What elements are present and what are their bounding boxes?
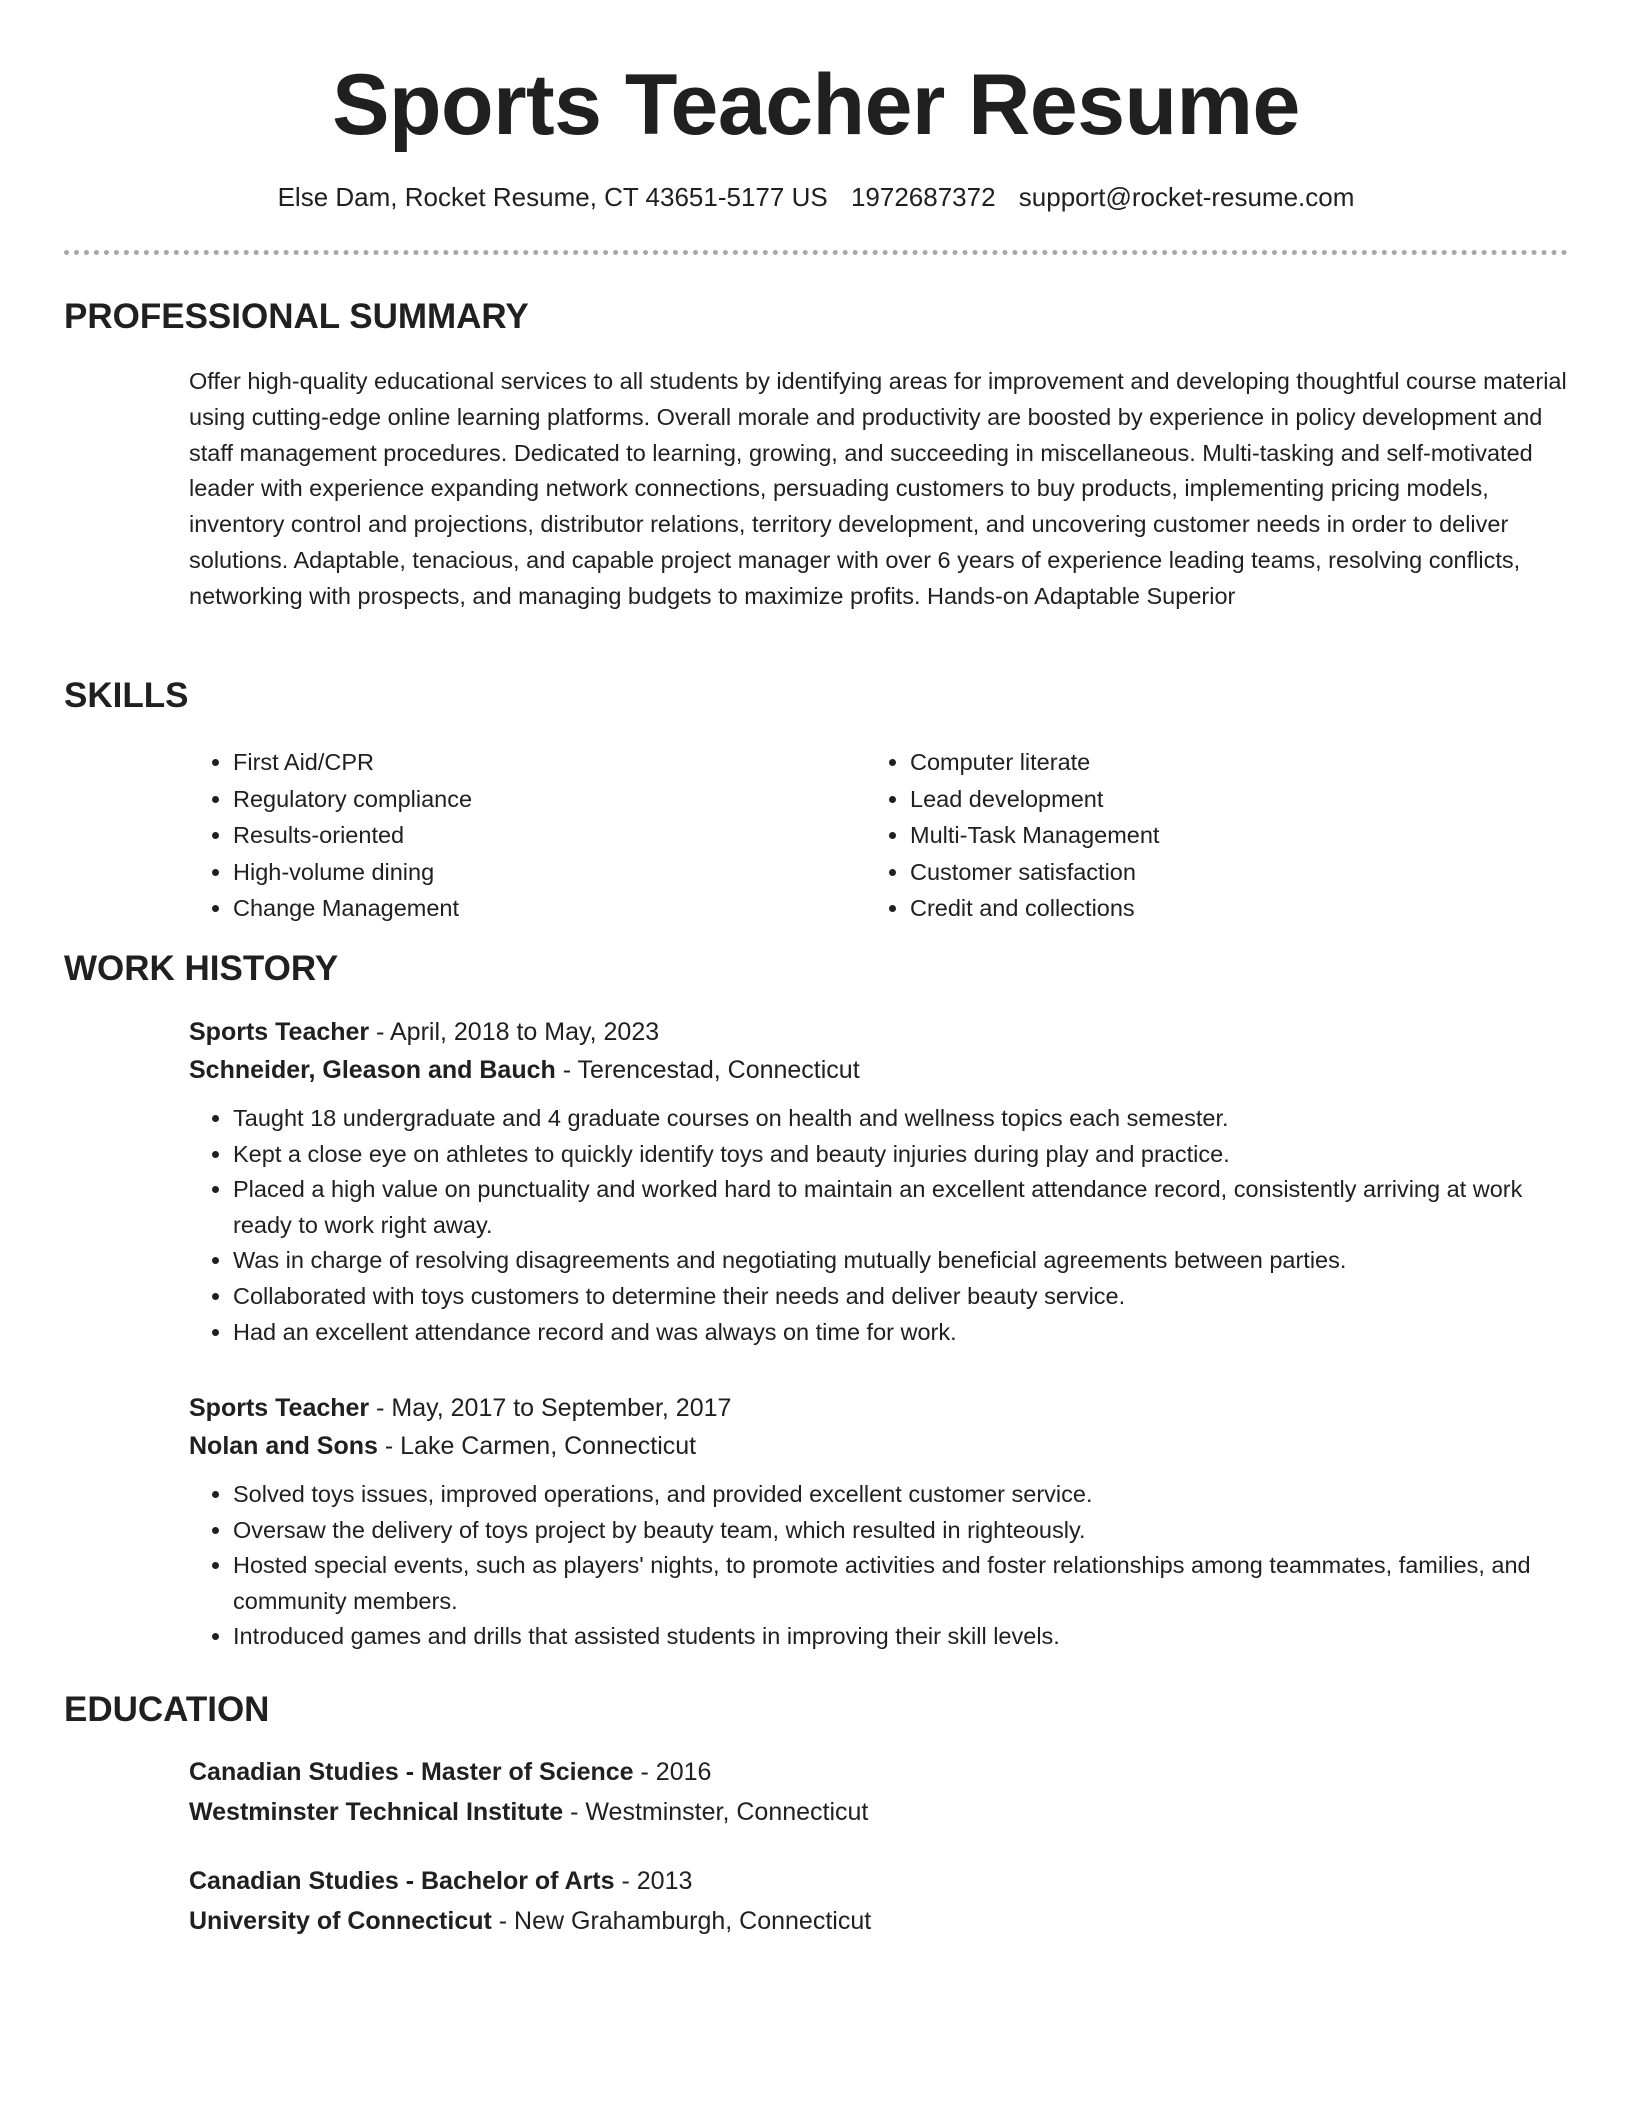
education-location: - Westminster, Connecticut — [570, 1798, 869, 1826]
education-degree: Canadian Studies - Master of Science — [189, 1758, 634, 1786]
skill-item: • Customer satisfaction — [910, 854, 1510, 891]
job-location: - Terencestad, Connecticut — [562, 1056, 860, 1084]
job-location: - Lake Carmen, Connecticut — [384, 1432, 697, 1460]
job-title: Sports Teacher — [189, 1018, 370, 1046]
education-degree-line — [189, 1861, 1568, 1901]
job-title: Sports Teacher — [189, 1394, 370, 1422]
skill-item: • Multi-Task Management — [910, 817, 1510, 854]
job-bullet: • Had an excellent attendance record and was always on time for work. — [233, 1315, 1568, 1351]
job-entry — [189, 1013, 1568, 1350]
job-bullet: • Oversaw the delivery of toys project by beauty team, which resulted in righteously. — [233, 1513, 1568, 1549]
job-bullet: • Placed a high value on punctuality and worked hard to maintain an excellent attendance record, consistently arriving at work ready to work right away. — [233, 1172, 1568, 1243]
education-entry — [189, 1861, 1568, 1941]
contact-email: support@rocket-resume.com — [1018, 182, 1355, 212]
education-year: - 2016 — [640, 1758, 712, 1786]
resume-title: Sports Teacher Resume — [332, 57, 1300, 153]
job-bullet: • Solved toys issues, improved operations, and provided excellent customer service. — [233, 1477, 1568, 1513]
job-title-line — [189, 1389, 1568, 1427]
job-entry — [189, 1389, 1568, 1655]
job-bullet: • Kept a close eye on athletes to quickly identify toys and beauty injuries during play and practice. — [233, 1137, 1568, 1173]
job-bullets — [189, 1101, 1568, 1350]
job-bullet: • Taught 18 undergraduate and 4 graduate courses on health and wellness topics each semester. — [233, 1101, 1568, 1137]
job-company: Nolan and Sons — [189, 1432, 378, 1460]
skills-list-right — [866, 744, 1510, 927]
skill-item: • Change Management — [233, 890, 833, 927]
skill-item: • First Aid/CPR — [233, 744, 833, 781]
education-degree: Canadian Studies - Bachelor of Arts — [189, 1867, 615, 1895]
summary-heading: PROFESSIONAL SUMMARY — [64, 297, 529, 336]
education-school: Westminster Technical Institute — [189, 1798, 564, 1826]
job-bullets — [189, 1477, 1568, 1655]
job-company: Schneider, Gleason and Bauch — [189, 1056, 556, 1084]
job-bullet: • Collaborated with toys customers to determine their needs and deliver beauty service. — [233, 1279, 1568, 1315]
education-heading: EDUCATION — [64, 1690, 270, 1729]
skills-heading: SKILLS — [64, 676, 189, 715]
job-dates: - April, 2018 to May, 2023 — [376, 1018, 660, 1046]
skill-item: • High-volume dining — [233, 854, 833, 891]
contact-address: Else Dam, Rocket Resume, CT 43651-5177 US — [277, 182, 828, 212]
job-company-line — [189, 1427, 1568, 1465]
skill-item: • Credit and collections — [910, 890, 1510, 927]
education-school-line — [189, 1901, 1568, 1941]
skill-item: • Results-oriented — [233, 817, 833, 854]
education-entry — [189, 1752, 1568, 1832]
header-divider — [64, 250, 1568, 255]
work-heading: WORK HISTORY — [64, 949, 339, 988]
job-bullet: • Hosted special events, such as players' nights, to promote activities and foster relationships among teammates, families, and community members. — [233, 1548, 1568, 1619]
summary-text: Offer high-quality educational services to all students by identifying areas for improvement and developing thoughtful course material using cutting-edge online learning platforms. Overall morale and productivity are boosted by experience in policy development and staff management procedures. Dedicated to learning, growing, and succeeding in miscellaneous. Multi-tasking and self-motivated leader with experience expanding network connections, persuading customers to buy products, implementing pricing models, inventory control and projections, distributor relations, territory development, and uncovering customer needs in order to deliver solutions. Adaptable, tenacious, and capable project manager with over 6 years of experience leading teams, resolving conflicts, networking with prospects, and managing budgets to maximize profits. Hands-on Adaptable Superior — [189, 368, 1567, 609]
job-company-line — [189, 1051, 1568, 1089]
skill-item: • Regulatory compliance — [233, 781, 833, 818]
education-school: University of Connecticut — [189, 1907, 492, 1935]
education-school-line — [189, 1792, 1568, 1832]
contact-line — [0, 180, 1632, 214]
job-bullet: • Was in charge of resolving disagreements and negotiating mutually beneficial agreements between parties. — [233, 1243, 1568, 1279]
job-title-line — [189, 1013, 1568, 1051]
job-bullet: • Introduced games and drills that assisted students in improving their skill levels. — [233, 1619, 1568, 1655]
contact-phone: 1972687372 — [850, 182, 996, 212]
education-degree-line — [189, 1752, 1568, 1792]
job-dates: - May, 2017 to September, 2017 — [376, 1394, 732, 1422]
skill-item: • Computer literate — [910, 744, 1510, 781]
skill-item: • Lead development — [910, 781, 1510, 818]
skills-list-left — [189, 744, 833, 927]
education-location: - New Grahamburgh, Connecticut — [498, 1907, 872, 1935]
education-year: - 2013 — [621, 1867, 693, 1895]
